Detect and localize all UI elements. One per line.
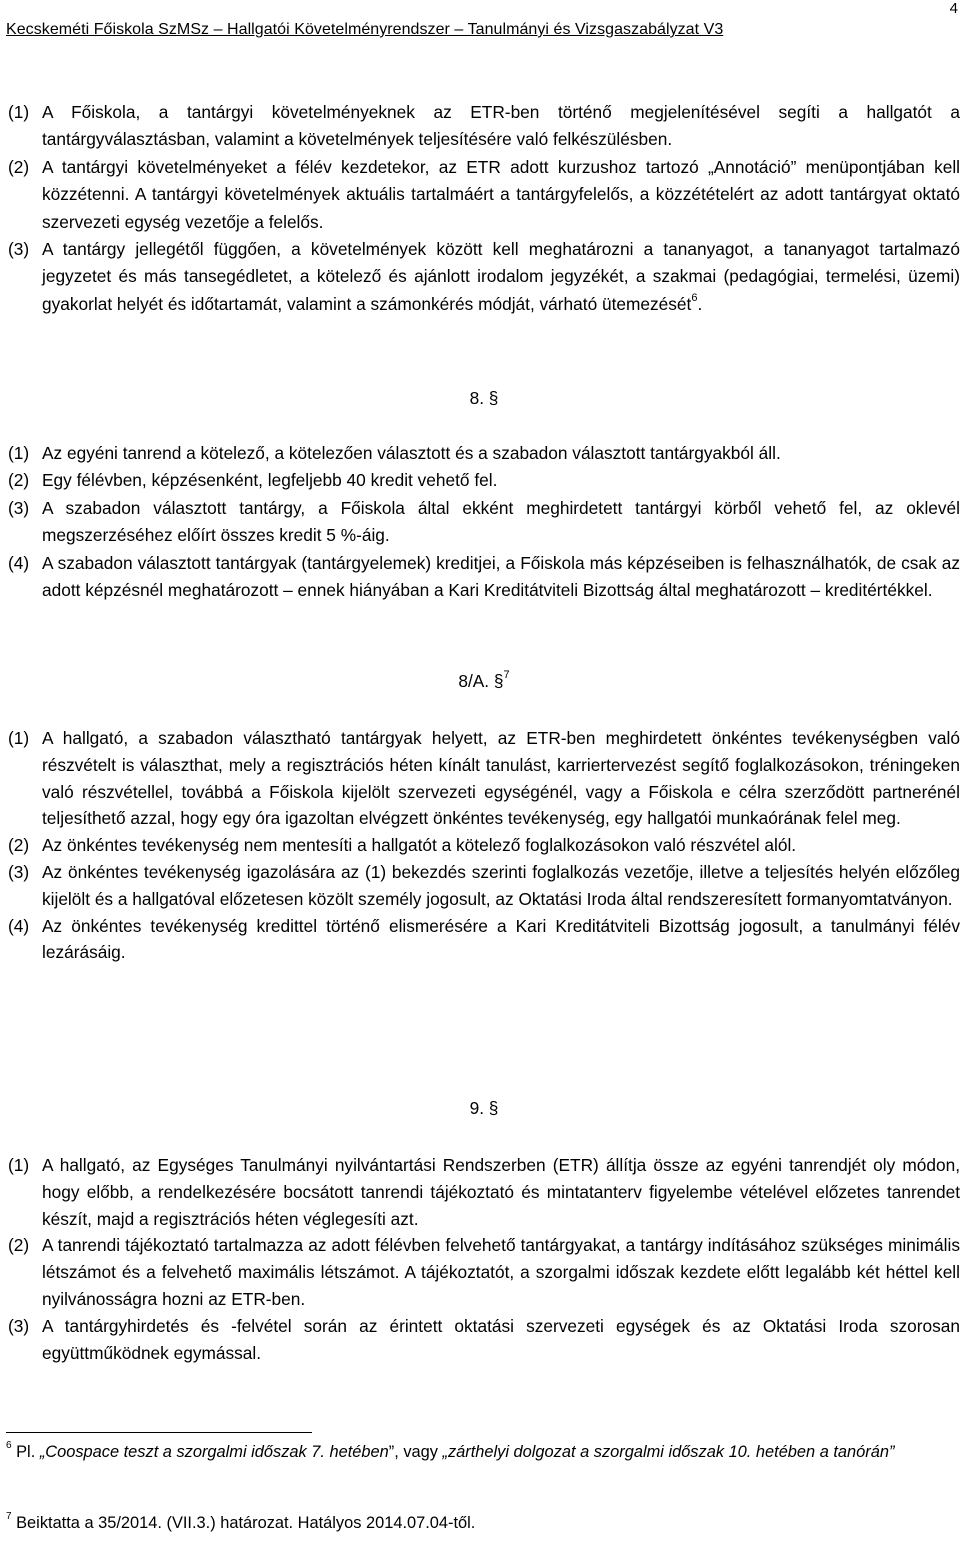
section-continuation <box>8 99 960 318</box>
paragraph-text: A hallgató, az Egységes Tanulmányi nyilvántartási Rendszerben (ETR) állítja össze az egyéni tanrendjét oly módon, hogy előbb, a rendelkezésére bocsátott tanrendi tájékoztató és mintatanterv figyelembe vételével előzetes tanrendet készít, majd a regisztrációs héten véglegesíti azt. <box>42 1155 960 1229</box>
paragraph-text: Az önkéntes tevékenység kredittel történő elismerésére a Kari Kreditátviteli Bizottság jogosult, a tanulmányi félév lezárásáig. <box>42 915 960 963</box>
section-heading: 8. § <box>469 388 499 408</box>
section-9-body <box>8 1152 960 1366</box>
paragraph-text: Az önkéntes tevékenység nem mentesíti a hallgatót a kötelező foglalkozásokon való részvétel alól. <box>42 835 797 856</box>
footnote-7 <box>6 1512 960 1536</box>
paragraph-text: Az önkéntes tevékenység igazolására az (1) bekezdés szerinti foglalkozás vezetője, illetve a teljesítés helyén előzőleg kijelölt és a hallgatóval előzetesen közölt személy jogosult, az Oktatási Iroda által rendszeresített formanyomtatványon. <box>42 861 960 909</box>
footnote-lead: Pl. <box>16 1443 40 1461</box>
paragraph-number: (4) <box>8 552 30 573</box>
footnote-marker: 6 <box>6 1439 12 1451</box>
section-heading-text: 8/A. § <box>458 671 504 691</box>
paragraph-text: A tantárgyi követelményeket a félév kezdetekor, az ETR adott kurzushoz tartozó „Annotáció” menüpontjában kell közzétenni. A tantárgyi követelmények aktuális tartalmáért a tantárgyfelelős, a közzétételért az adott tantárgyat oktató szervezeti egység vezetője a felelős. <box>42 156 960 232</box>
footnote-text: ”, vagy <box>388 1443 443 1461</box>
paragraph-text: A tantárgyhirdetés és -felvétel során az érintett oktatási szervezeti egységek és az Oktatási Iroda szorosan együttműködnek egymással. <box>42 1315 960 1363</box>
section-8a <box>8 668 960 695</box>
page-number: 4 <box>949 0 958 17</box>
paragraph <box>8 154 960 236</box>
paragraph <box>8 440 960 467</box>
paragraph-number: (1) <box>8 1155 30 1175</box>
footnote-ref[interactable]: 6 <box>691 292 698 305</box>
paragraph <box>8 550 960 605</box>
footnote-example: „Coospace teszt a szorgalmi időszak 7. hetében <box>39 1443 389 1461</box>
paragraph-text: A tantárgy jellegétől függően, a követelmények között kell meghatározni a tananyagot, a tananyagot tartalmazó jegyzetet és más tansegédletet, a kötelező és ajánlott irodalom jegyzékét, a szakmai (pedagógiai, termelési, üzemi) gyakorlat helyét és időtartamát, valamint a számonkérés módját, várható ütemezését <box>42 239 960 314</box>
paragraph <box>8 1152 960 1232</box>
paragraph-number: (4) <box>8 915 30 936</box>
running-header: Kecskeméti Főiskola SzMSz – Hallgatói Követelményrendszer – Tanulmányi és Vizsgaszabályzat V3 <box>6 21 724 38</box>
paragraph-number: (3) <box>8 239 30 260</box>
paragraph-number: (2) <box>8 470 30 491</box>
paragraph-text: A tanrendi tájékoztató tartalmazza az adott félévben felvehető tantárgyakat, a tantárgy indításához szükséges minimális létszámot és a felvehető maximális létszámot. A tájékoztatót, a szorgalmi időszak kezdete előtt legalább két héttel kell nyilvánosságra hozni az ETR-ben. <box>42 1235 960 1309</box>
paragraph-number: (2) <box>8 1235 30 1256</box>
paragraph <box>8 913 960 967</box>
paragraph <box>8 495 960 550</box>
paragraph <box>8 859 960 913</box>
paragraph <box>8 1232 960 1312</box>
paragraph-number: (2) <box>8 156 30 177</box>
section-heading: 9. § <box>469 1098 499 1118</box>
paragraph-text: A hallgató, a szabadon választható tantárgyak helyett, az ETR-ben meghirdetett önkéntes tevékenységben való részvételt is választhat, mely a regisztrációs héten kínált tanulást, karriertervezést segítő foglalkozásokon, tréningeken való részvétellel, továbbá a Főiskola kijelölt szervezeti egységénél, vagy a Főiskola e célra szerződött partnerénél teljesíthető azzal, hogy egy óra igazoltan elvégzett önkéntes tevékenység, egy hallgatói munkaórának felel meg. <box>42 728 960 829</box>
paragraph-number: (3) <box>8 1315 30 1336</box>
footnote-6 <box>6 1441 960 1465</box>
footnote-ref[interactable]: 7 <box>503 669 510 682</box>
paragraph-number: (1) <box>8 443 30 463</box>
footnote-text: Beiktatta a 35/2014. (VII.3.) határozat. Hatályos 2014.07.04-től. <box>16 1514 476 1532</box>
paragraph <box>8 236 960 318</box>
paragraph-number: (2) <box>8 835 30 856</box>
paragraph <box>8 832 960 859</box>
section-8-body <box>8 440 960 604</box>
paragraph-text: A Főiskola, a tantárgyi követelményeknek az ETR-ben történő megjelenítésével segíti a hallgatót a tantárgyválasztásban, valamint a követelmények teljesítésére való felkészülésben. <box>42 102 960 150</box>
section-9 <box>8 1095 960 1122</box>
section-8 <box>8 385 960 412</box>
paragraph <box>8 99 960 154</box>
paragraph-text: A szabadon választott tantárgy, a Főiskola által ekként meghirdetett tantárgyi körből vehető fel, az oklevél megszerzéséhez előírt összes kredit 5 %-áig. <box>42 497 960 546</box>
paragraph <box>8 1313 960 1367</box>
section-heading <box>8 668 960 695</box>
section-8a-body <box>8 725 960 966</box>
footnote-marker: 7 <box>6 1510 12 1522</box>
paragraph-text: A szabadon választott tantárgyak (tantárgyelemek) kreditjei, a Főiskola más képzéseiben is felhasználhatók, de csak az adott képzésnél meghatározott – ennek hiányában a Kari Kreditátviteli Bizottság által meghatározott – kreditértékkel. <box>42 552 960 601</box>
paragraph-number: (3) <box>8 861 30 882</box>
paragraph-text: Egy félévben, képzésenként, legfeljebb 40 kredit vehető fel. <box>42 470 498 491</box>
paragraph-tail: . <box>697 293 703 314</box>
paragraph-number: (1) <box>8 102 30 122</box>
paragraph-number: (3) <box>8 497 30 518</box>
paragraph-text: Az egyéni tanrend a kötelező, a kötelezően választott és a szabadon választott tantárgyakból áll. <box>42 443 781 463</box>
footnote-separator <box>6 1432 312 1433</box>
footnote-example: „zárthelyi dolgozat a szorgalmi időszak 10. hetében a tanórán” <box>442 1443 895 1461</box>
paragraph <box>8 467 960 494</box>
paragraph-number: (1) <box>8 728 30 748</box>
paragraph <box>8 725 960 832</box>
